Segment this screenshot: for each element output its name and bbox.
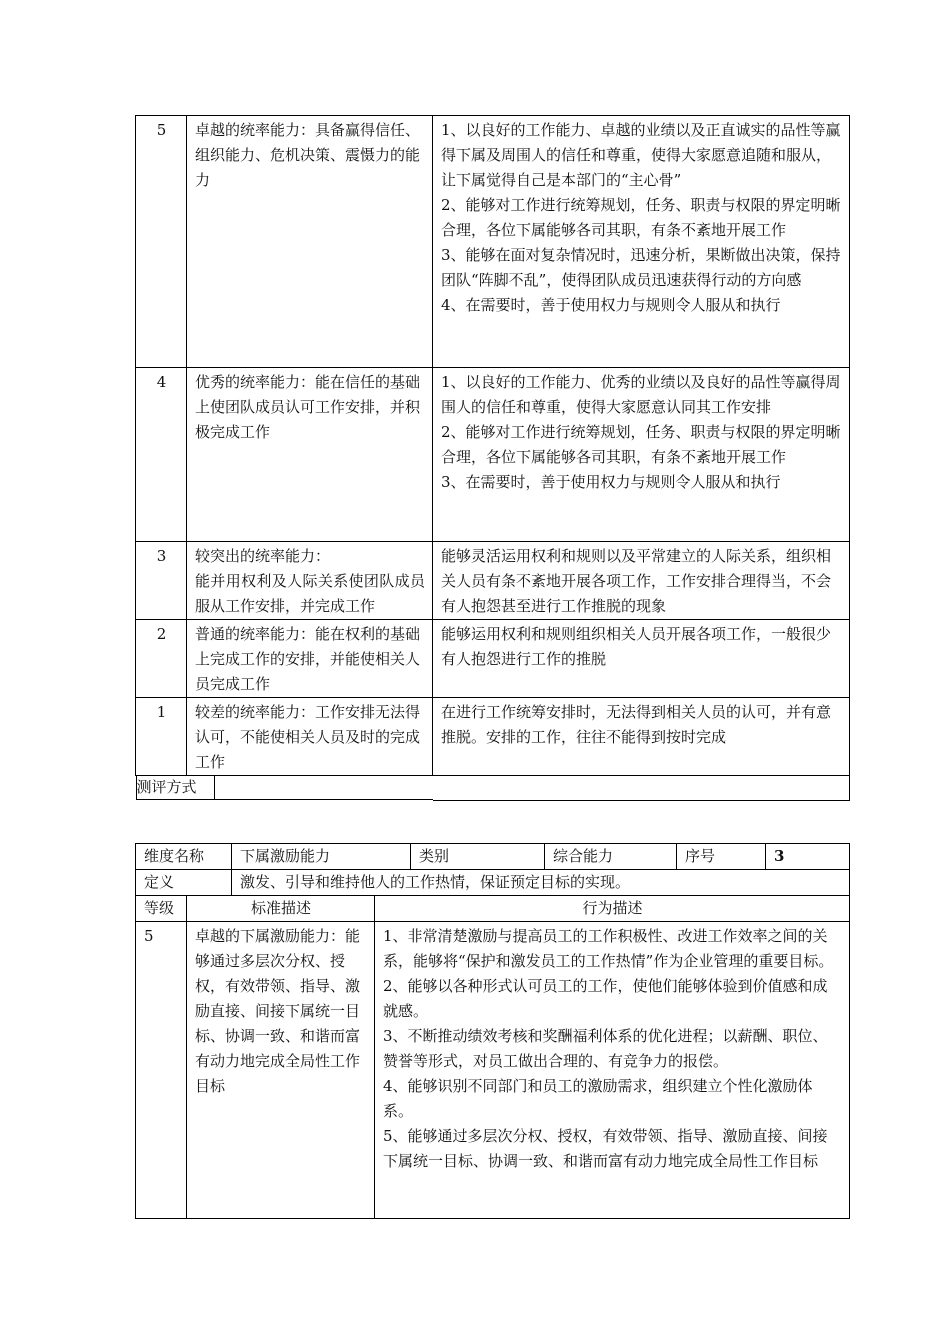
behavior-cell [433,368,850,542]
category-value: 综合能力 [545,844,677,870]
behavior-cell [433,542,850,620]
table-row [136,368,850,542]
table-row [136,116,850,368]
behavior-item: 1、以良好的工作能力、卓越的业绩以及正直诚实的品性等赢得下属及周围人的信任和尊重，使得大家愿意追随和服从，让下属觉得自己是本部门的“主心骨” [441,121,841,189]
standard-cell: 较差的统率能力：工作安排无法得认可，不能使相关人员及时的完成工作 [187,698,433,776]
table-row [136,922,850,1219]
method-value [215,776,433,800]
behavior-item: 能够运用权利和规则组织相关人员开展各项工作，一般很少有人抱怨进行工作的推脱 [441,625,832,668]
behavior-item: 4、在需要时，善于使用权力与规则令人服从和执行 [441,296,781,314]
standard-cell: 较突出的统率能力： 能并用权利及人际关系使团队成员服从工作安排，并完成工作 [187,542,433,620]
table-row [136,698,850,776]
behavior-item: 4、能够识别不同部门和员工的激励需求，组织建立个性化激励体系。 [383,1077,813,1120]
behavior-item: 2、能够对工作进行统筹规划，任务、职责与权限的界定明晰合理，各位下属能够各司其职，有条不紊地开展工作 [441,196,841,239]
behavior-item: 2、能够以各种形式认可员工的工作，使他们能够体验到价值感和成就感。 [383,977,828,1020]
definition-row [136,870,850,896]
behavior-cell [433,620,850,698]
method-value-cell [433,776,850,801]
level-cell: 5 [136,922,187,1219]
standard-cell: 优秀的统率能力：能在信任的基础上使团队成员认可工作安排，并积极完成工作 [187,368,433,542]
level-cell: 5 [136,116,187,368]
dimension-label: 维度名称 [136,844,232,870]
level-cell: 3 [136,542,187,620]
definition-label: 定义 [136,870,232,896]
behavior-cell [433,116,850,368]
table-row [136,542,850,620]
behavior-item: 1、以良好的工作能力、优秀的业绩以及良好的品性等赢得周围人的信任和尊重，使得大家愿意认同其工作安排 [441,373,841,416]
standard-cell: 卓越的下属激励能力：能够通过多层次分权、授权，有效带领、指导、激励直接、间接下属统一目标、协调一致、和谐而富有动力地完成全局性工作目标 [187,922,375,1219]
behavior-item: 3、不断推动绩效考核和奖酬福利体系的优化进程；以薪酬、职位、赞誉等形式，对员工做出合理的、有竞争力的报偿。 [383,1027,828,1070]
behavior-item: 3、能够在面对复杂情况时，迅速分析，果断做出决策，保持团队“阵脚不乱”，使得团队成员迅速获得行动的方向感 [441,246,841,289]
behavior-item: 3、在需要时，善于使用权力与规则令人服从和执行 [441,473,781,491]
level-cell: 1 [136,698,187,776]
method-split [136,776,433,801]
standard-cell: 卓越的统率能力：具备赢得信任、组织能力、危机决策、震慑力的能力 [187,116,433,368]
motivation-ability-table [135,843,850,1219]
table-row [136,620,850,698]
category-label: 类别 [411,844,545,870]
behavior-cell [433,698,850,776]
behavior-item: 5、能够通过多层次分权、授权，有效带领、指导、激励直接、间接下属统一目标、协调一致、和谐而富有动力地完成全局性工作目标 [383,1127,828,1170]
level-cell: 4 [136,368,187,542]
definition-value: 激发、引导和维持他人的工作热情，保证预定目标的实现。 [232,870,850,896]
leadership-ability-table [135,115,850,801]
method-label: 测评方式 [136,776,215,800]
column-header-level: 等级 [136,896,187,922]
index-label: 序号 [677,844,766,870]
behavior-item: 2、能够对工作进行统筹规划，任务、职责与权限的界定明晰合理，各位下属能够各司其职，有条不紊地开展工作 [441,423,841,466]
behavior-item: 在进行工作统筹安排时，无法得到相关人员的认可，并有意推脱。安排的工作，往往不能得到按时完成 [441,703,832,746]
assessment-method-row [136,776,850,801]
behavior-cell [375,922,850,1219]
column-header-row [136,896,850,922]
behavior-item: 能够灵活运用权利和规则以及平常建立的人际关系，组织相关人员有条不紊地开展各项工作，工作安排合理得当，不会有人抱怨甚至进行工作推脱的现象 [441,547,832,615]
standard-cell: 普通的统率能力：能在权利的基础上完成工作的安排，并能使相关人员完成工作 [187,620,433,698]
column-header-standard: 标准描述 [187,896,375,922]
column-header-behavior: 行为描述 [375,896,850,922]
header-row [136,844,850,870]
index-value: 3 [766,844,850,870]
dimension-value: 下属激励能力 [232,844,411,870]
level-cell: 2 [136,620,187,698]
behavior-item: 1、非常清楚激励与提高员工的工作积极性、改进工作效率之间的关系，能够将“保护和激发员工的工作热情”作为企业管理的重要目标。 [383,927,834,970]
